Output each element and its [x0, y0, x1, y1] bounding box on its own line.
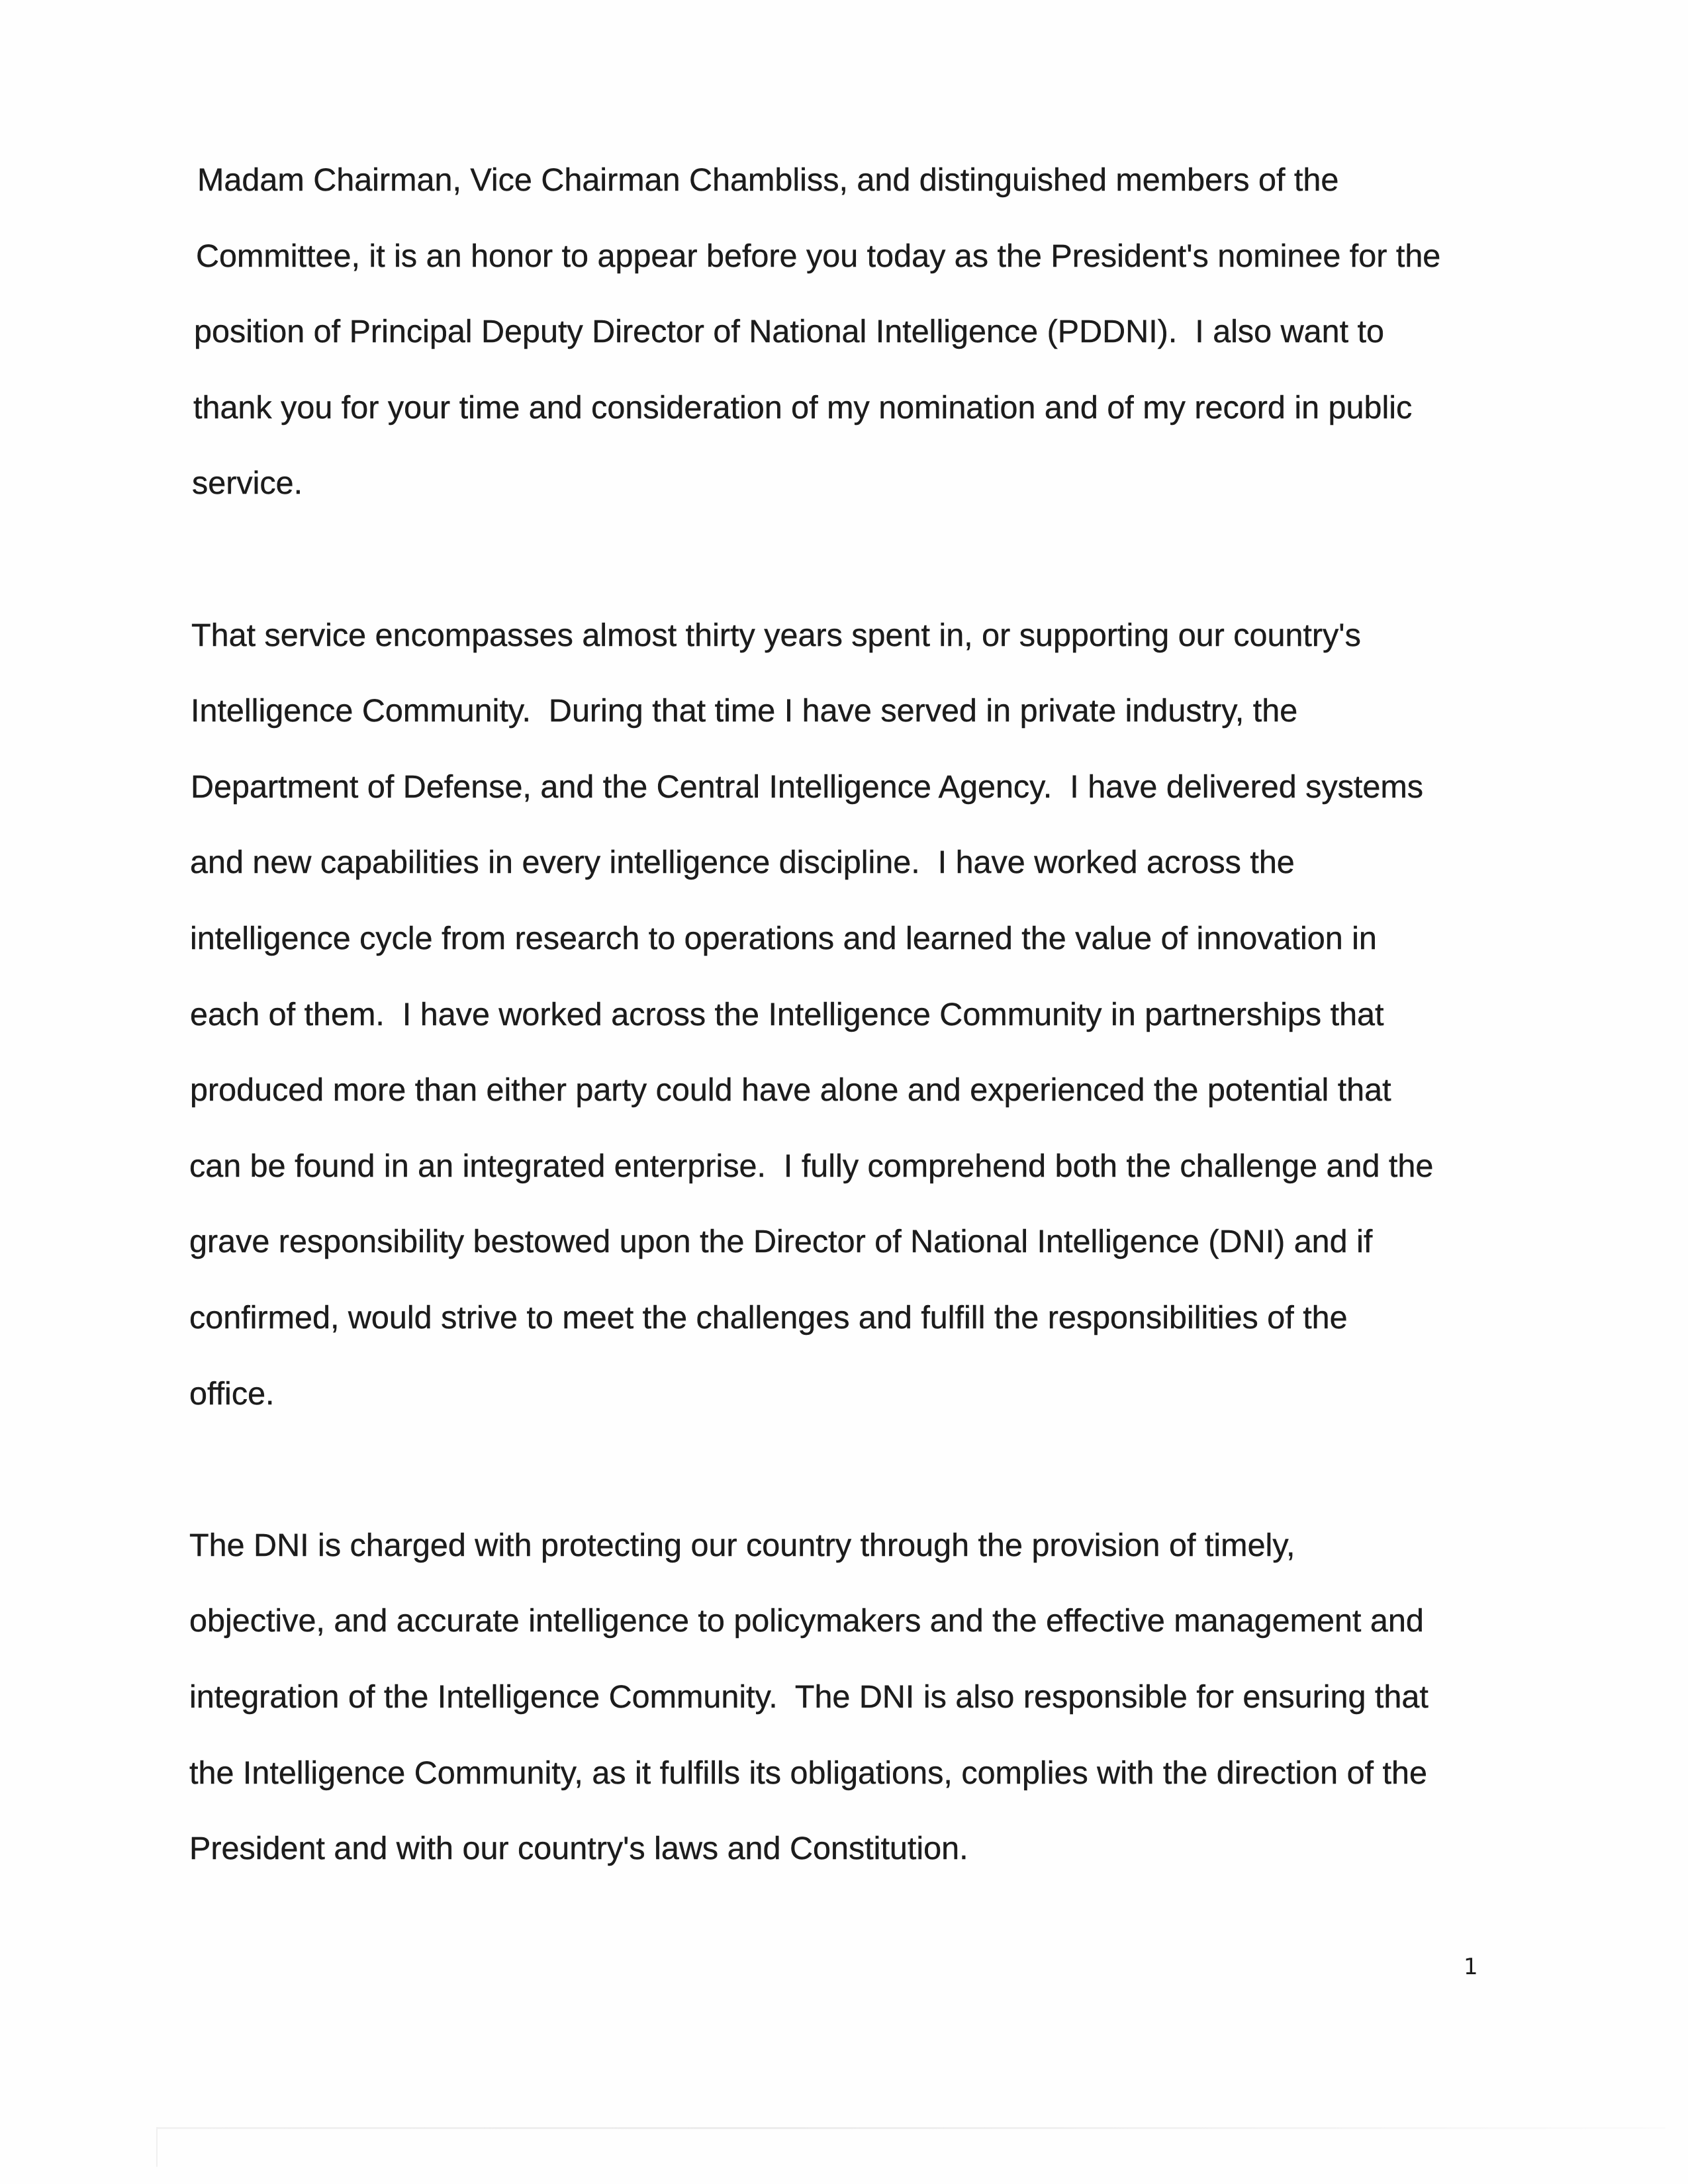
page-number: 1: [1464, 1954, 1478, 1980]
text-line: grave responsibility bestowed upon the Director of National Intelligence (DNI) and if: [189, 1224, 1373, 1260]
text-line: office.: [189, 1375, 275, 1412]
text-line: produced more than either party could have alone and experienced the potential that: [190, 1072, 1391, 1109]
text-line: thank you for your time and consideration of my nomination and of my record in public: [193, 389, 1413, 426]
text-line: Committee, it is an honor to appear before you today as the President's nominee for the: [196, 238, 1441, 274]
text-line: can be found in an integrated enterprise. I fully comprehend both the challenge and the: [189, 1148, 1434, 1184]
text-line: intelligence cycle from research to operations and learned the value of innovation in: [190, 921, 1377, 956]
scan-edge-mark: [156, 2127, 158, 2167]
text-line: integration of the Intelligence Community. The DNI is also responsible for ensuring that: [189, 1679, 1429, 1715]
scan-edge-line: [156, 2127, 1665, 2129]
text-line: Madam Chairman, Vice Chairman Chambliss, and distinguished members of the: [197, 162, 1339, 198]
text-line: position of Principal Deputy Director of National Intelligence (PDDNI). I also want to: [194, 314, 1385, 350]
text-line: the Intelligence Community, as it fulfills its obligations, complies with the direction of the: [189, 1754, 1427, 1791]
text-line: The DNI is charged with protecting our country through the provision of timely,: [189, 1527, 1295, 1563]
text-line: and new capabilities in every intelligence discipline. I have worked across the: [190, 844, 1295, 881]
text-line: confirmed, would strive to meet the challenges and fulfill the responsibilities of the: [189, 1300, 1348, 1336]
text-line: objective, and accurate intelligence to policymakers and the effective management and: [189, 1603, 1424, 1639]
text-line: President and with our country's laws and Constitution.: [189, 1831, 968, 1867]
text-line: service.: [192, 465, 303, 502]
text-line: Department of Defense, and the Central Intelligence Agency. I have delivered systems: [191, 768, 1423, 805]
text-line: That service encompasses almost thirty years spent in, or supporting our country's: [191, 617, 1361, 653]
text-line: each of them. I have worked across the Intelligence Community in partnerships that: [190, 996, 1384, 1032]
text-line: Intelligence Community. During that time I have served in private industry, the: [191, 693, 1298, 729]
